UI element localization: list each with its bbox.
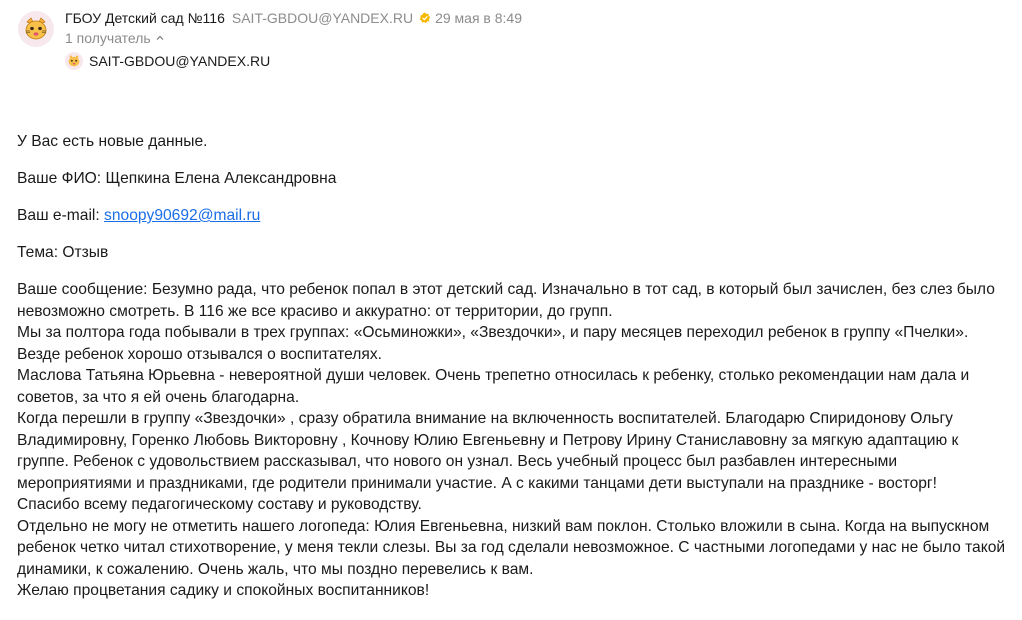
message-paragraph: Маслова Татьяна Юрьевна - невероятной души человек. Очень трепетно относилась к ребенку, столько рекомендации нам дала и советов, за что я ей очень благодарна. — [17, 367, 970, 406]
topic-line — [17, 242, 1012, 264]
fio-value: Щепкина Елена Александровна — [105, 170, 337, 187]
message-paragraph: Отдельно не могу не отметить нашего логопеда: Юлия Евгеньевна, низкий вам поклон. Столько вложили в сына. Когда на выпускном ребенок четко читал стихотворение, у меня текли слезы. Вы за год сделали невозможное. С частными логопедами у нас не было такой динамики, к сожалению. Очень жаль, что мы поздно перевелись к вам. — [17, 517, 1006, 578]
message-header — [16, 6, 1006, 86]
topic-label: Тема: — [17, 244, 63, 261]
recipient-chip[interactable] — [65, 52, 270, 70]
cat-face-icon — [65, 52, 83, 70]
chevron-up-icon — [155, 33, 165, 43]
recipients-toggle[interactable] — [65, 29, 165, 47]
message-paragraph: Спасибо всему педагогическому составу и руководству. — [17, 496, 422, 513]
email-link[interactable]: snoopy90692@mail.ru — [104, 207, 261, 224]
fio-label: Ваше ФИО: — [17, 170, 106, 187]
recipients-count: 1 получатель — [65, 30, 151, 46]
email-label: Ваш e-mail: — [17, 207, 105, 224]
message-paragraph: Когда перешли в группу «Звездочки» , сразу обратила внимание на включенность воспитателей. Благодарю Спиридонову Ольгу Владимировну, Горенко Любовь Викторовну , Кочнову Юлию Евгеньевну и Петрову Ирину Станиславовну за мягкую адаптацию к группе. Ребенок с удовольствием рассказывал, что нового он узнал. Весь учебный процесс был разбавлен интересными мероприятиями и праздниками, где родители принимали участие. А с какими танцами дети выступали на празднике - восторг! — [17, 410, 959, 492]
sender-email[interactable]: SAIT-GBDOU@YANDEX.RU — [231, 10, 414, 26]
message-paragraph: Ваше сообщение: Безумно рада, что ребенок попал в этот детский сад. Изначально в тот сад, в который был зачислен, без слез было невозможно смотреть. В 116 же все красиво и аккуратно: от территории, до групп. — [17, 281, 995, 320]
sender-name[interactable]: ГБОУ Детский сад №116 — [65, 10, 225, 26]
message-paragraph: Мы за полтора года побывали в трех группах: «Осьминожки», «Звездочки», и пару месяцев переходил ребенок в группу «Пчелки». Везде ребенок хорошо отзывался о воспитателях. — [17, 324, 969, 363]
message-date: 29 мая в 8:49 — [435, 10, 522, 26]
verified-badge-icon — [419, 12, 431, 24]
message-body — [17, 131, 1012, 602]
recipient-email: SAIT-GBDOU@YANDEX.RU — [89, 53, 271, 69]
fio-line — [17, 168, 1012, 190]
intro-text: У Вас есть новые данные. — [17, 133, 208, 150]
message-text — [17, 279, 1012, 602]
cat-face-icon — [23, 16, 49, 42]
email-line — [17, 205, 1012, 227]
sender-line — [65, 9, 522, 27]
topic-value: Отзыв — [62, 244, 109, 261]
message-paragraph: Желаю процветания садику и спокойных воспитанников! — [17, 582, 430, 599]
sender-avatar[interactable] — [18, 11, 54, 47]
